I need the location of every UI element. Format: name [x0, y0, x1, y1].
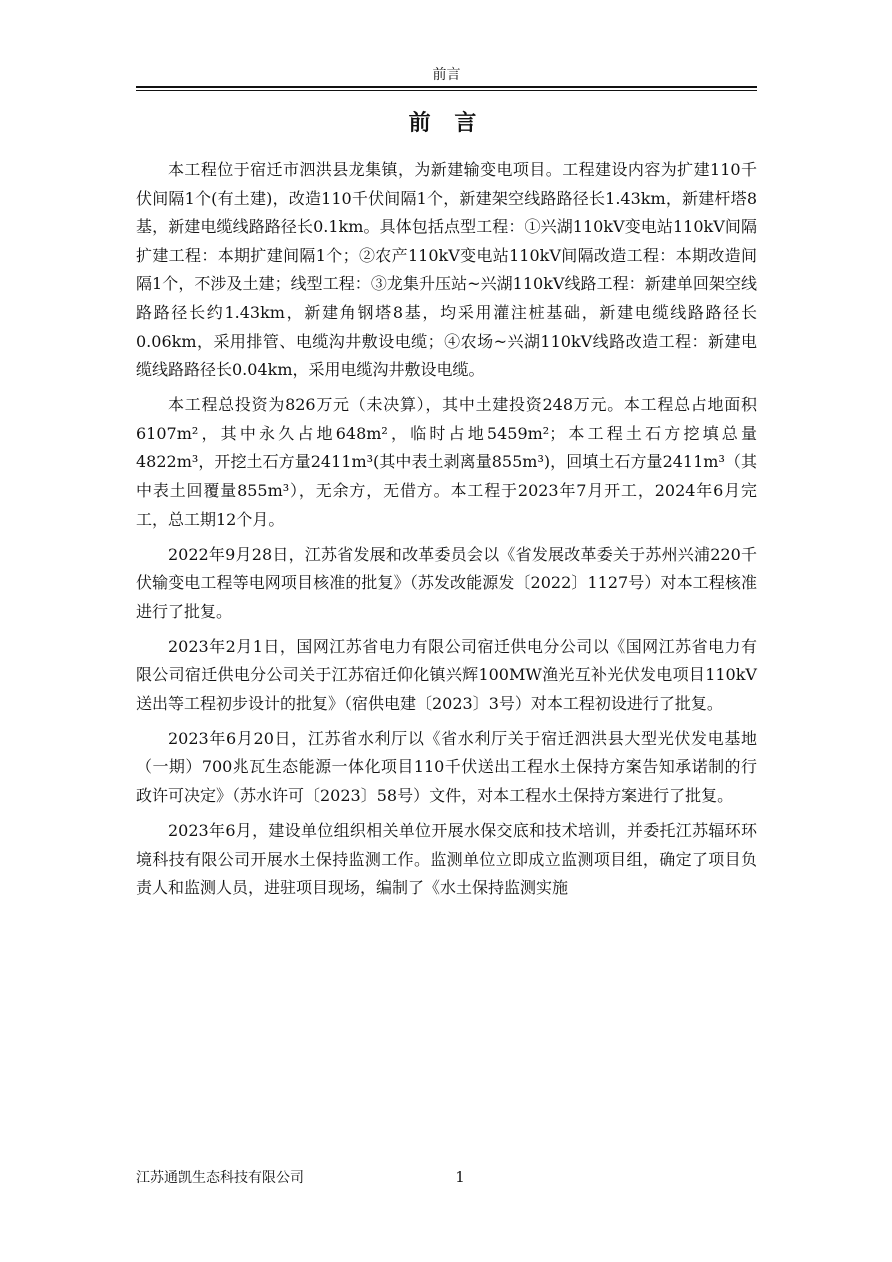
page-number: 1 — [455, 1168, 465, 1186]
paragraph-soil-approval: 2023年6月20日，江苏省水利厅以《省水利厅关于宿迁泗洪县大型光伏发电基地（一期）700兆瓦生态能源一体化项目110千伏送出工程水土保持方案告知承诺制的行政许可决定》（苏水许可〔2023〕58号）文件，对本工程水土保持方案进行了批复。 — [136, 728, 757, 806]
paragraph-approval-2022: 2022年9月28日，江苏省发展和改革委员会以《省发展改革委关于苏州兴浦220千伏输变电工程等电网项目核准的批复》（苏发改能源发〔2022〕1127号）对本工程核准进行了批复。 — [136, 544, 757, 621]
header-rule-thick — [136, 86, 757, 88]
header-rule-thin — [136, 90, 757, 91]
page-title: 前 言 — [408, 110, 485, 136]
body-text — [136, 156, 757, 909]
paragraph-project-overview: 本工程位于宿迁市泗洪县龙集镇，为新建输变电项目。工程建设内容为扩建110千伏间隔1个(有土建)，改造110千伏间隔1个，新建架空线路路径长1.43km，新建杆塔8基，新建电缆线路路径长0.1km。具体包括点型工程：①兴湖110kV变电站110kV间隔扩建工程：本期扩建间隔1个；②农产110kV变电站110kV间隔改造工程：本期改造间隔1个，不涉及土建；线型工程：③龙集升压站~兴湖110kV线路工程：新建单回架空线路路径长约1.43km，新建角钢塔8基，均采用灌注桩基础，新建电缆线路路径长0.06km，采用排管、电缆沟井敷设电缆；④农场~兴湖110kV线路改造工程：新建电缆线路路径长0.04km，采用电缆沟井敷设电缆。 — [136, 160, 757, 380]
paragraph-investment: 本工程总投资为826万元（未决算），其中土建投资248万元。本工程总占地面积6107m²，其中永久占地648m²，临时占地5459m²；本工程土石方挖填总量4822m³，开挖土石方量2411m³(其中表土剥离量855m³)，回填土石方量2411m³（其中表土回覆量855m³），无余方，无借方。本工程于2023年7月开工，2024年6月完工，总工期12个月。 — [136, 395, 757, 529]
running-header: 前言 — [432, 67, 461, 83]
paragraph-monitoring: 2023年6月，建设单位组织相关单位开展水保交底和技术培训，并委托江苏辐环环境科技有限公司开展水土保持监测工作。监测单位立即成立监测项目组，确定了项目负责人和监测人员，进驻项目现场，编制了《水土保持监测实施 — [136, 821, 757, 898]
footer-company: 江苏通凯生态科技有限公司 — [136, 1170, 304, 1186]
paragraph-design-approval: 2023年2月1日，国网江苏省电力有限公司宿迁供电分公司以《国网江苏省电力有限公司宿迁供电分公司关于江苏宿迁仰化镇兴辉100MW渔光互补光伏发电项目110kV送出等工程初步设计的批复》（宿供电建〔2023〕3号）对本工程初设进行了批复。 — [136, 636, 757, 713]
